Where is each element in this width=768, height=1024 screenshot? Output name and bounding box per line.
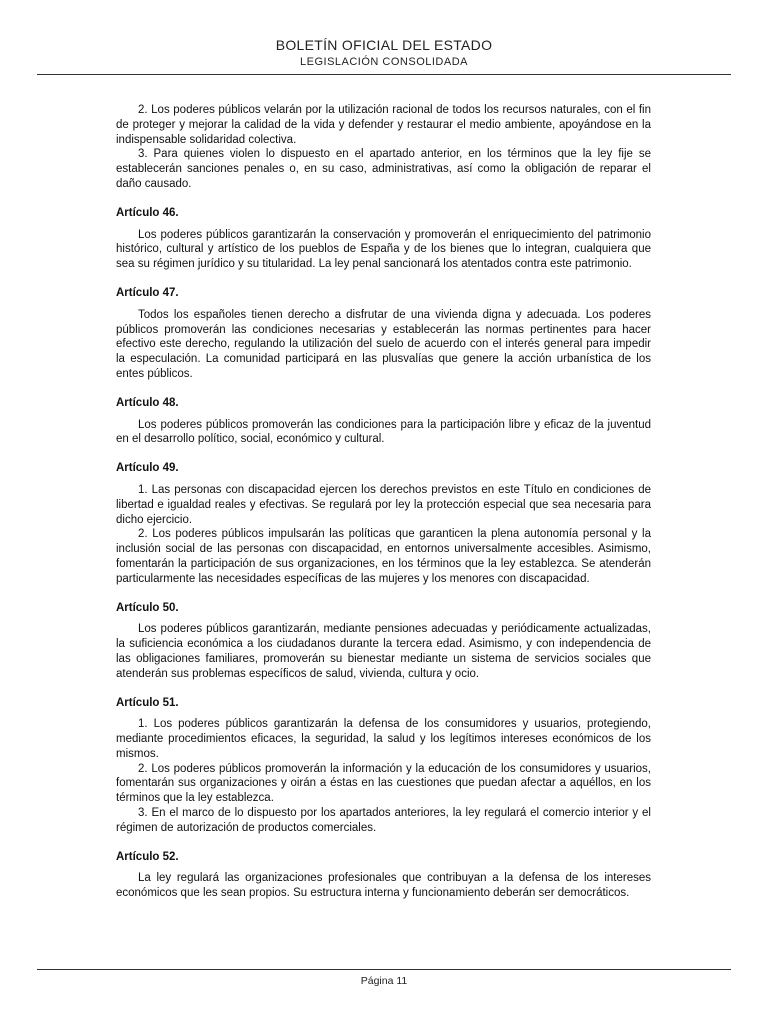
bulletin-title: BOLETÍN OFICIAL DEL ESTADO	[275, 37, 493, 53]
article-paragraph: Los poderes públicos promoverán las condiciones para la participación libre y eficaz de la juventud en el desarrollo político, social, económico y cultural.	[116, 418, 651, 446]
article-48	[116, 396, 651, 447]
article-heading: Artículo 49.	[116, 462, 179, 475]
article-heading: Artículo 50.	[116, 601, 179, 614]
intro-paragraph: 2. Los poderes públicos velarán por la utilización racional de todos los recursos naturales, con el fin de proteger y mejorar la calidad de la vida y defender y restaurar el medio ambiente, apoyándose en la indispensable solidaridad colectiva.	[116, 104, 651, 146]
article-paragraph: 1. Las personas con discapacidad ejercen los derechos previstos en este Título en condiciones de libertad e igualdad reales y efectivas. Se regulará por ley la protección especial que sea necesaria para dicho ejercicio.	[116, 483, 651, 526]
article-52	[116, 850, 651, 901]
article-paragraph: La ley regulará las organizaciones profesionales que contribuyan a la defensa de los intereses económicos que les sean propios. Su estructura interna y funcionamiento deberán ser democráticos.	[116, 872, 651, 900]
article-paragraph: 2. Los poderes públicos promoverán la información y la educación de los consumidores y usuarios, fomentarán sus organizaciones y oirán a éstas en las cuestiones que puedan afectar a aquéllos, en los términos que la ley establezca.	[116, 762, 651, 805]
bulletin-subtitle: LEGISLACIÓN CONSOLIDADA	[300, 56, 468, 68]
article-46	[116, 206, 651, 272]
article-heading: Artículo 52.	[116, 850, 179, 863]
intro-paragraph: 3. Para quienes violen lo dispuesto en el apartado anterior, en los términos que la ley fije se establecerán sanciones penales o, en su caso, administrativas, así como la obligación de reparar el daño causado.	[116, 148, 651, 190]
article-heading: Artículo 48.	[116, 396, 179, 409]
page-number: Página 11	[360, 975, 408, 987]
article-heading: Artículo 47.	[116, 286, 179, 299]
header-divider	[37, 74, 731, 75]
article-paragraph: 2. Los poderes públicos impulsarán las políticas que garanticen la plena autonomía personal y la inclusión social de las personas con discapacidad, en entornos universalmente accesibles. Asimismo, fomentarán la participación de sus organizaciones, en los términos que la ley establezca. Se atenderán particularmente las necesidades específicas de las mujeres y los menores con discapacidad.	[116, 528, 651, 585]
article-paragraph: 1. Los poderes públicos garantizarán la defensa de los consumidores y usuarios, protegiendo, mediante procedimientos eficaces, la seguridad, la salud y los legítimos intereses económicos de los mismos.	[116, 718, 651, 760]
article-50	[116, 601, 651, 682]
article-heading: Artículo 46.	[116, 206, 179, 219]
article-paragraph: Los poderes públicos garantizarán, mediante pensiones adecuadas y periódicamente actualizadas, la suficiencia económica a los ciudadanos durante la tercera edad. Asimismo, y con independencia de las obligaciones familiares, promoverán su bienestar mediante un sistema de servicios sociales que atenderán sus problemas específicos de salud, vivienda, cultura y ocio.	[116, 623, 651, 680]
page-header	[0, 36, 768, 70]
article-paragraph: 3. En el marco de lo dispuesto por los apartados anteriores, la ley regulará el comercio interior y el régimen de autorización de productos comerciales.	[116, 807, 651, 834]
article-47	[116, 286, 651, 382]
footer-divider	[37, 969, 731, 970]
article-paragraph: Todos los españoles tienen derecho a disfrutar de una vivienda digna y adecuada. Los poderes públicos promoverán las condiciones necesarias y establecerán las normas pertinentes para hacer efectivo este derecho, regulando la utilización del suelo de acuerdo con el interés general para impedir la especulación. La comunidad participará en las plusvalías que genere la acción urbanística de los entes públicos.	[116, 308, 651, 380]
article-heading: Artículo 51.	[116, 696, 179, 709]
article-paragraph: Los poderes públicos garantizarán la conservación y promoverán el enriquecimiento del patrimonio histórico, cultural y artístico de los pueblos de España y de los bienes que lo integran, cualquiera que sea su régimen jurídico y su titularidad. La ley penal sancionará los atentados contra este patrimonio.	[116, 228, 651, 271]
article-51	[116, 696, 651, 836]
article-49	[116, 461, 651, 586]
document-body	[116, 103, 651, 901]
